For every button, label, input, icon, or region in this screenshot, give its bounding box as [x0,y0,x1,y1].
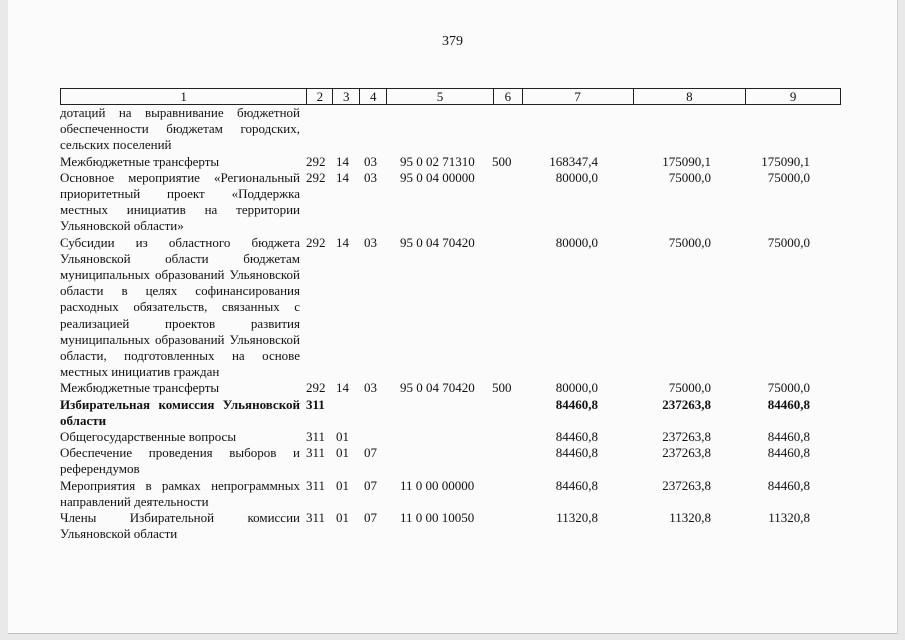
cell-csr: 95 0 02 71310 [400,153,475,169]
table-row [60,445,841,477]
cell-pr: 07 [364,510,377,526]
row-name: Субсидии из областного бюджета Ульяновской области бюджетам муниципальных образований Ульяновской области в целях софинансирования расходных обязательств, связанных с реализацией проектов развития муниципальных образований Ульяновской области, подготовленных на основе местных инициатив граждан [60,234,300,380]
cell-year1: 84460,8 [555,445,598,461]
header-col-4: 4 [360,89,387,104]
cell-year3: 84460,8 [767,477,810,493]
header-col-9: 9 [789,89,797,104]
cell-year3: 11320,8 [768,510,810,526]
row-name: Межбюджетные трансферты [60,153,220,169]
table-row [60,429,841,445]
cell-vr: 500 [492,380,512,396]
table-row [60,154,841,170]
cell-year1: 80000,0 [555,169,598,185]
cell-year1: 11320,8 [556,510,598,526]
cell-kvsr: 311 [306,445,326,461]
cell-rz: 01 [336,510,349,526]
cell-rz: 14 [336,380,349,396]
cell-year2: 11320,8 [669,510,711,526]
cell-year2: 75000,0 [668,169,711,185]
cell-pr: 03 [364,169,377,185]
cell-year1: 80000,0 [555,380,598,396]
cell-pr: 07 [364,445,377,461]
header-col-7: 7 [523,89,634,104]
cell-pr: 03 [364,380,377,396]
row-name: Межбюджетные трансферты [60,380,220,396]
table-row [60,510,841,542]
cell-year1: 80000,0 [555,234,598,250]
cell-year1: 84460,8 [555,477,598,493]
cell-kvsr: 292 [306,153,326,169]
cell-kvsr: 292 [306,234,326,250]
cell-kvsr: 292 [306,169,326,185]
cell-csr: 11 0 00 00000 [400,477,475,493]
cell-rz: 01 [336,445,349,461]
cell-pr: 03 [364,153,377,169]
cell-year1: 84460,8 [555,396,598,412]
header-col-6: 6 [494,89,523,104]
header-col-1: 1 [61,89,307,104]
table-row [60,397,841,429]
table-header [60,88,841,105]
cell-year3: 75000,0 [767,234,810,250]
cell-year3: 84460,8 [767,445,810,461]
row-name: Члены Избирательной комиссии Ульяновской области [60,510,300,542]
cell-rz: 01 [336,477,349,493]
cell-vr: 500 [492,153,512,169]
table-row [60,235,841,381]
cell-year3: 84460,8 [767,429,810,445]
cell-csr: 11 0 00 10050 [400,510,475,526]
cell-rz: 01 [336,429,349,445]
row-name: дотаций на выравнивание бюджетной обеспеченности бюджетам городских, сельских поселений [60,105,300,153]
cell-pr: 07 [364,477,377,493]
cell-year3: 175090,1 [761,153,810,169]
cell-kvsr: 292 [306,380,326,396]
header-col-3: 3 [333,89,360,104]
cell-year1: 84460,8 [555,429,598,445]
header-col-8: 8 [634,89,747,104]
row-name: Избирательная комиссия Ульяновской области [60,396,300,428]
table-row [60,105,841,154]
cell-csr: 95 0 04 70420 [400,234,475,250]
row-name: Основное мероприятие «Региональный приоритетный проект «Поддержка местных инициатив на территории Ульяновской области» [60,169,300,234]
table-row [60,380,841,396]
row-name: Обеспечение проведения выборов и референдумов [60,445,300,477]
cell-year2: 75000,0 [668,380,711,396]
cell-year3: 84460,8 [767,396,810,412]
table-row [60,478,841,510]
cell-year2: 237263,8 [662,477,711,493]
cell-year2: 237263,8 [662,396,711,412]
cell-year2: 75000,0 [668,234,711,250]
cell-kvsr: 311 [306,429,326,445]
cell-kvsr: 311 [306,477,326,493]
header-col-5: 5 [387,89,494,104]
cell-year2: 237263,8 [662,429,711,445]
row-name: Мероприятия в рамках непрограммных направлений деятельности [60,477,300,509]
row-name: Общегосударственные вопросы [60,429,237,445]
cell-kvsr: 311 [306,510,326,526]
table-row [60,170,841,235]
cell-year1: 168347,4 [549,153,598,169]
table-body [60,105,841,542]
cell-csr: 95 0 04 70420 [400,380,475,396]
cell-rz: 14 [336,169,349,185]
cell-csr: 95 0 04 00000 [400,169,475,185]
header-col-2: 2 [307,89,333,104]
document-page [8,0,898,634]
cell-year3: 75000,0 [767,169,810,185]
cell-year2: 237263,8 [662,445,711,461]
cell-rz: 14 [336,153,349,169]
cell-rz: 14 [336,234,349,250]
cell-pr: 03 [364,234,377,250]
cell-year2: 175090,1 [662,153,711,169]
cell-year3: 75000,0 [767,380,810,396]
page-number: 379 [442,34,463,49]
cell-kvsr: 311 [306,396,325,412]
